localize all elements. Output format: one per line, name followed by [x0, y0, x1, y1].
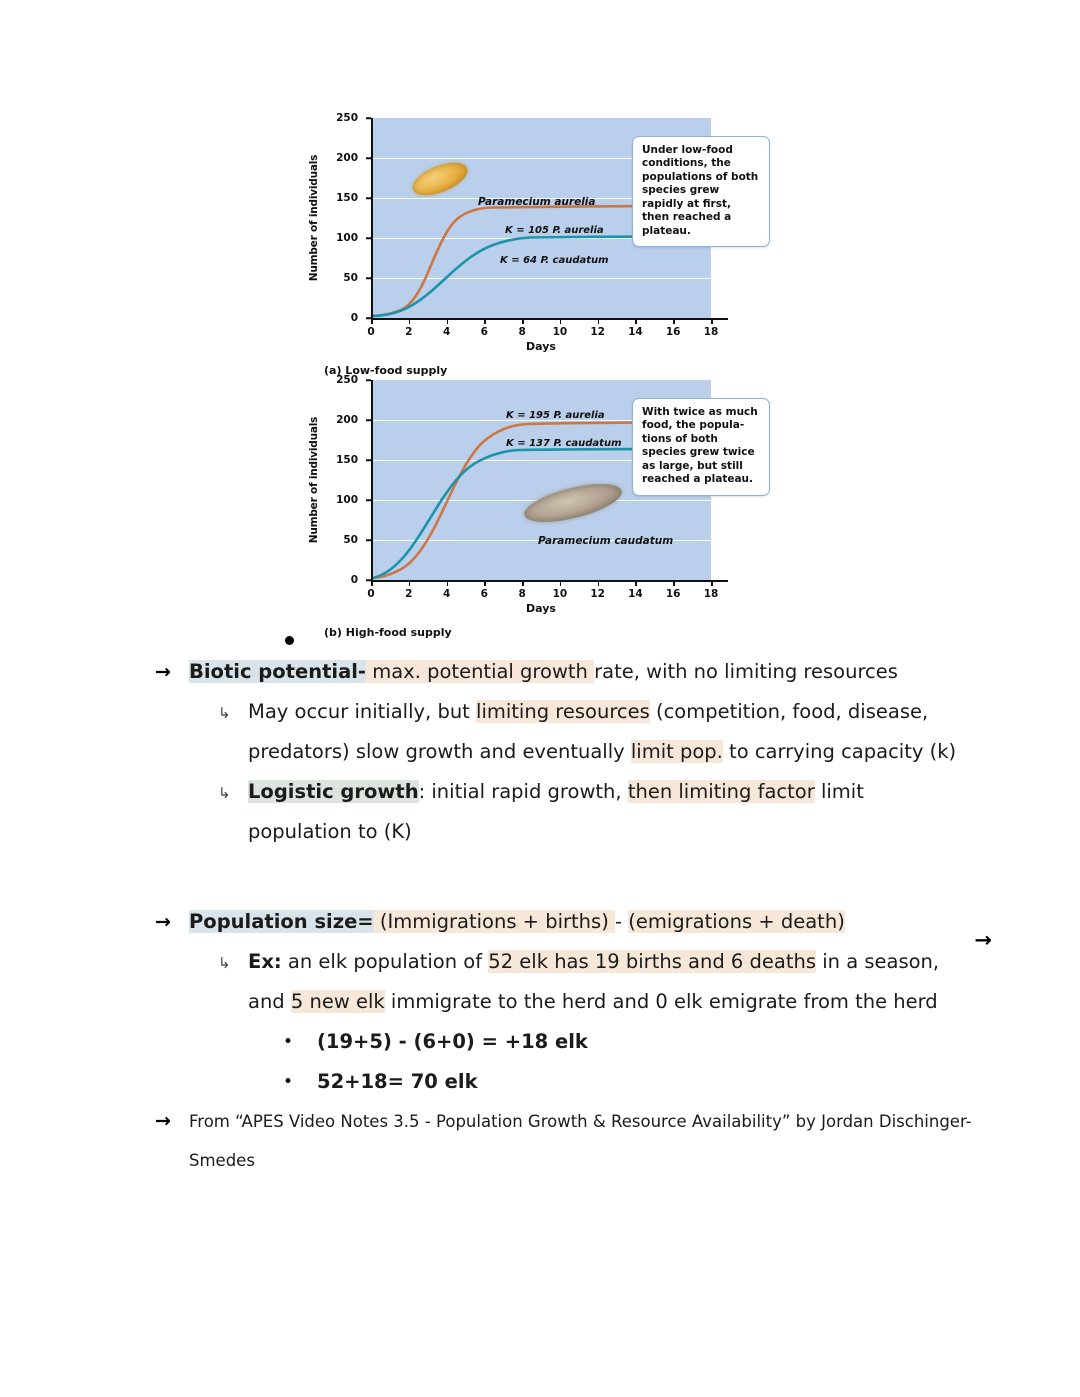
y-tick-0: 0 — [350, 312, 358, 324]
calc-2-value: 52+18= 70 elk — [317, 1070, 478, 1093]
example-p1: an elk population of — [281, 950, 489, 973]
note-population-size — [0, 902, 1080, 942]
x-tick-10: 10 — [552, 326, 568, 338]
x-tickmark — [447, 319, 449, 324]
chart-a-callout: Under low-food conditions, the populations of both species grew rapidly at first, then reached a plateau. — [632, 136, 770, 247]
x-tickmark — [673, 581, 675, 586]
subarrow-marker: ↳ — [218, 954, 231, 972]
chart-b-k-caudatum-label: K = 137 P. caudatum — [506, 438, 622, 449]
x-tick-4: 4 — [442, 326, 451, 338]
chart-b-callout: With twice as much food, the popula-tions of both species grew twice as large, but still reached a plateau. — [632, 398, 770, 496]
may-occur-p2: (competition, food, disease, predators) slow growth and eventually — [248, 700, 929, 763]
x-tickmark — [522, 581, 524, 586]
y-tick-0: 0 — [350, 574, 358, 586]
note-calc-line-2 — [0, 1062, 1080, 1102]
chart-a-y-ticks — [324, 112, 366, 324]
bullet-marker: • — [283, 1072, 294, 1092]
x-tick-0: 0 — [367, 588, 375, 600]
y-tick-100: 100 — [336, 494, 358, 506]
note-calc-line-1 — [0, 1022, 1080, 1062]
x-tick-2: 2 — [405, 326, 413, 338]
chart-b-species-image-label: Paramecium caudatum — [538, 535, 674, 547]
highlight-new-elk: 5 new elk — [290, 990, 385, 1013]
chart-b-x-axis-label: Days — [526, 602, 556, 615]
x-tickmark — [484, 581, 486, 586]
x-tick-6: 6 — [480, 588, 488, 600]
x-tickmark — [409, 319, 411, 324]
highlight-immigrations-births: (Immigrations + births) — [373, 910, 615, 933]
highlight-limit-pop: limit pop. — [630, 740, 723, 763]
chart-a-k-aurelia-label: K = 105 P. aurelia — [505, 225, 604, 236]
highlight-max-growth: max. potential growth — [366, 660, 595, 683]
orphan-bullet — [285, 636, 294, 645]
term-ex: Ex: — [248, 950, 282, 973]
x-tick-12: 12 — [590, 326, 605, 338]
x-tickmark — [598, 581, 600, 586]
term-biotic-potential: Biotic potential- — [189, 660, 367, 683]
note-may-occur-text — [248, 692, 968, 772]
x-tickmark — [409, 581, 411, 586]
x-tick-18: 18 — [703, 588, 719, 600]
x-tickmark — [522, 319, 524, 324]
x-tick-16: 16 — [665, 588, 681, 600]
biotic-tail: rate, with no limiting resources — [594, 660, 898, 683]
x-tickmark — [371, 319, 373, 324]
note-elk-example-text — [248, 942, 968, 1022]
chart-a-caption: (a) Low-food supply — [324, 364, 448, 377]
chart-b-y-axis — [371, 380, 373, 580]
chart-panel-low-food — [308, 112, 759, 377]
y-tick-150: 150 — [336, 454, 358, 466]
may-occur-p1: May occur initially, but — [248, 700, 477, 723]
x-tickmark — [484, 319, 486, 324]
x-tickmark — [560, 581, 562, 586]
highlight-limiting-resources: limiting resources — [476, 700, 650, 723]
note-biotic-potential-text — [189, 652, 979, 692]
y-tick-200: 200 — [336, 152, 358, 164]
arrow-marker: → — [155, 661, 171, 683]
x-tick-18: 18 — [703, 326, 719, 338]
chart-b-y-axis-label: Number of individuals — [308, 416, 321, 544]
chart-a-x-axis-label: Days — [526, 340, 556, 353]
chart-b-y-ticks — [324, 374, 366, 586]
chart-panel-high-food — [308, 374, 758, 639]
x-tick-6: 6 — [480, 326, 488, 338]
x-tick-12: 12 — [590, 588, 605, 600]
stray-arrow-glyph: → — [974, 928, 992, 952]
arrow-marker: → — [155, 1110, 171, 1132]
chart-a-k-caudatum-label: K = 64 P. caudatum — [500, 255, 609, 266]
note-elk-example — [0, 942, 1080, 1022]
chart-a-y-axis-label: Number of individuals — [308, 154, 321, 282]
paramecium-figure — [308, 112, 759, 639]
y-tick-250: 250 — [336, 112, 358, 124]
highlight-emigrations-death: (emigrations + death) — [628, 910, 845, 933]
note-biotic-potential — [0, 652, 1080, 692]
chart-b-k-aurelia-label: K = 195 P. aurelia — [506, 410, 605, 421]
note-attribution — [0, 1102, 1080, 1180]
note-logistic-growth — [0, 772, 1080, 852]
y-tick-150: 150 — [336, 192, 358, 204]
term-population-size: Population size= — [189, 910, 374, 933]
note-attribution-text: From “APES Video Notes 3.5 - Population Growth & Resource Availability” by Jordan Dischinger-Smedes — [189, 1112, 972, 1170]
popsize-mid: - — [615, 910, 629, 933]
chart-b-plot-area — [308, 374, 758, 615]
chart-a-plot-area — [308, 112, 759, 353]
y-tick-50: 50 — [343, 272, 358, 284]
subarrow-marker: ↳ — [218, 784, 231, 802]
arrow-marker: → — [155, 911, 171, 933]
logistic-p1: : initial rapid growth, — [418, 780, 628, 803]
x-tickmark — [711, 319, 713, 324]
note-calc-1-text — [317, 1022, 977, 1062]
highlight-elk-stats: 52 elk has 19 births and 6 deaths — [488, 950, 817, 973]
x-tickmark — [635, 581, 637, 586]
x-tick-8: 8 — [518, 326, 526, 338]
x-tickmark — [673, 319, 675, 324]
x-tick-14: 14 — [628, 326, 643, 338]
x-tick-10: 10 — [552, 588, 568, 600]
note-may-occur — [0, 692, 1080, 772]
x-tick-16: 16 — [665, 326, 681, 338]
term-logistic-growth: Logistic growth — [248, 780, 419, 803]
chart-b-caption: (b) High-food supply — [324, 626, 452, 639]
y-tick-50: 50 — [343, 534, 358, 546]
x-tickmark — [598, 319, 600, 324]
note-population-size-text — [189, 902, 979, 942]
x-tickmark — [447, 581, 449, 586]
logistic-p2: limit population to (K) — [248, 780, 864, 843]
y-tick-100: 100 — [336, 232, 358, 244]
note-logistic-growth-text — [248, 772, 968, 852]
may-occur-p3: to carrying capacity (k) — [722, 740, 957, 763]
x-tick-8: 8 — [518, 588, 526, 600]
y-tick-200: 200 — [336, 414, 358, 426]
notes-section — [0, 628, 1080, 1180]
example-p2: in a season, and — [248, 950, 940, 1013]
x-tick-4: 4 — [442, 588, 451, 600]
x-tickmark — [635, 319, 637, 324]
y-tick-250: 250 — [336, 374, 358, 386]
x-tick-14: 14 — [628, 588, 643, 600]
chart-a-y-axis — [371, 118, 373, 318]
note-calc-2-text — [317, 1062, 977, 1102]
x-tick-2: 2 — [405, 588, 413, 600]
bullet-marker: • — [283, 1032, 294, 1052]
x-tick-0: 0 — [367, 326, 375, 338]
chart-a-species-image-label: Paramecium aurelia — [478, 196, 596, 208]
subarrow-marker: ↳ — [218, 704, 231, 722]
x-tickmark — [560, 319, 562, 324]
x-tickmark — [371, 581, 373, 586]
example-p3: immigrate to the herd and 0 elk emigrate from the herd — [384, 990, 938, 1013]
highlight-then-limiting-factor: then limiting factor — [627, 780, 815, 803]
x-tickmark — [711, 581, 713, 586]
calc-1-value: (19+5) - (6+0) = +18 elk — [317, 1030, 588, 1053]
